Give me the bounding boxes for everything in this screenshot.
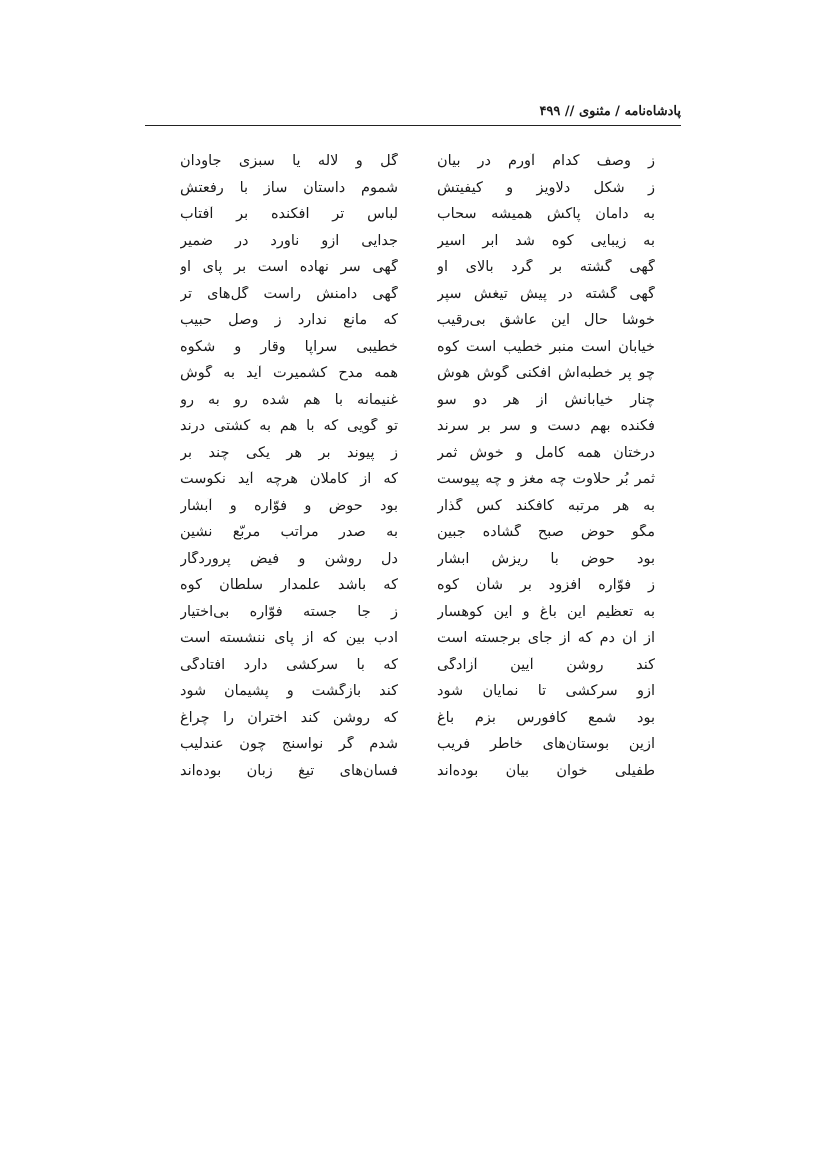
hemistich-first: به تعظیم این باغ و این کوهسار [437, 603, 655, 620]
hemistich-first: ازین بوستان‌های خاطر فریب [437, 736, 655, 753]
couplet [180, 148, 655, 175]
hemistich-second: ز پیوند بر هر یکی چند بر [180, 444, 398, 461]
hemistich-first: بود شمع کافورس بزم باغ [437, 709, 655, 726]
hemistich-second: گهی سر نهاده است بر پای او [180, 259, 398, 276]
hemistich-second: غنیمانه با هم شده رو به رو [180, 391, 398, 408]
poem-body [180, 148, 655, 784]
couplet [180, 254, 655, 281]
hemistich-second: که از کاملان هرچه آید نکوست [180, 471, 398, 488]
couplet [180, 519, 655, 546]
hemistich-second: که باشد علمدار سلطان کوه [180, 577, 398, 594]
couplet [180, 625, 655, 652]
hemistich-second: شدم گر نواسنج چون عندلیب [180, 736, 398, 753]
hemistich-second: شموم داستان ساز با رفعتش [180, 179, 398, 196]
couplet [180, 440, 655, 467]
header-rule [145, 125, 681, 126]
hemistich-first: گهی گشته بر گرد بالای او [437, 259, 655, 276]
hemistich-second: به صدر مراتب مربّع نشین [180, 524, 398, 541]
hemistich-first: ز فوّاره افزود بر شأن کوه [437, 577, 655, 594]
couplet [180, 307, 655, 334]
couplet [180, 387, 655, 414]
hemistich-first: فکنده بهم دست و سر بر سرند [437, 418, 655, 435]
page-header [145, 100, 681, 126]
hemistich-first: ز شکل دلاویز و کیفیتش [437, 179, 655, 196]
hemistich-first: خوشا حال این عاشق بی‌رقیب [437, 312, 655, 329]
hemistich-second: گل و لاله یا سبزی جاودان [180, 153, 398, 170]
running-head: پادشاه‌نامه / مثنوی // ۴۹۹ [539, 104, 681, 119]
hemistich-second: فسان‌های تیغ زبان بوده‌اند [180, 762, 398, 779]
hemistich-second: که روشن کند اختران را چراغ [180, 709, 398, 726]
hemistich-first: ازو سرکشی تا نمایان شود [437, 683, 655, 700]
couplet [180, 175, 655, 202]
hemistich-first: خیابان است منبر خطیب است کوه [437, 338, 655, 355]
hemistich-second: لباس تر افکنده بر آفتاب [180, 206, 398, 223]
couplet [180, 360, 655, 387]
couplet [180, 705, 655, 732]
hemistich-first: مگو حوض صبح گشاده جبین [437, 524, 655, 541]
couplet [180, 546, 655, 573]
hemistich-first: از آن دم که از جای برجسته است [437, 630, 655, 647]
hemistich-first: بود حوض با ریزش ابشار [437, 550, 655, 567]
hemistich-first: به هر مرتبه کافکند کس گذار [437, 497, 655, 514]
hemistich-first: کند روشن آیین آزادگی [437, 656, 655, 673]
hemistich-first: چو پر خطبه‌اش افکنی گوش هوش [437, 365, 655, 382]
hemistich-second: ز جا جسته فوّاره بی‌اختیار [180, 603, 398, 620]
couplet [180, 572, 655, 599]
couplet [180, 731, 655, 758]
hemistich-second: تو گویی که با هم به کشتی درند [180, 418, 398, 435]
hemistich-first: گهی گشته در پیش تیغش سپر [437, 285, 655, 302]
hemistich-second: بود حوض و فوّاره و آبشار [180, 497, 398, 514]
couplet [180, 493, 655, 520]
hemistich-second: که مانع ندارد ز وصل حبیب [180, 312, 398, 329]
couplet [180, 334, 655, 361]
couplet [180, 652, 655, 679]
couplet [180, 281, 655, 308]
hemistich-second: خطیبی سراپا وقار و شکوه [180, 338, 398, 355]
couplet [180, 599, 655, 626]
hemistich-second: که با سرکشی دارد افتادگی [180, 656, 398, 673]
hemistich-first: ثمر بُر حلاوت چه مغز و چه پیوست [437, 471, 655, 488]
hemistich-first: به دامان پاکش همیشه سحاب [437, 206, 655, 223]
couplet [180, 758, 655, 785]
hemistich-first: درختان همه کامل و خوش ثمر [437, 444, 655, 461]
hemistich-first: ز وصف کدام آورم در بیان [437, 153, 655, 170]
hemistich-first: به زیبایی کوه شد ابر اسیر [437, 232, 655, 249]
hemistich-second: همه مدح کشمیرت آید به گوش [180, 365, 398, 382]
couplet [180, 678, 655, 705]
hemistich-second: ادب بین که از پای ننشسته است [180, 630, 398, 647]
couplet [180, 201, 655, 228]
couplet [180, 466, 655, 493]
couplet [180, 228, 655, 255]
hemistich-second: گهی دامنش راست گل‌های تر [180, 285, 398, 302]
couplet [180, 413, 655, 440]
hemistich-first: طفیلی خوان بیان بوده‌اند [437, 762, 655, 779]
hemistich-second: جدایی ازو ناورد در ضمیر [180, 232, 398, 249]
hemistich-first: چنار خیابانش از هر دو سو [437, 391, 655, 408]
hemistich-second: کند بازگشت و پشیمان شود [180, 683, 398, 700]
hemistich-second: دل روشن و فیض پروردگار [180, 550, 398, 567]
